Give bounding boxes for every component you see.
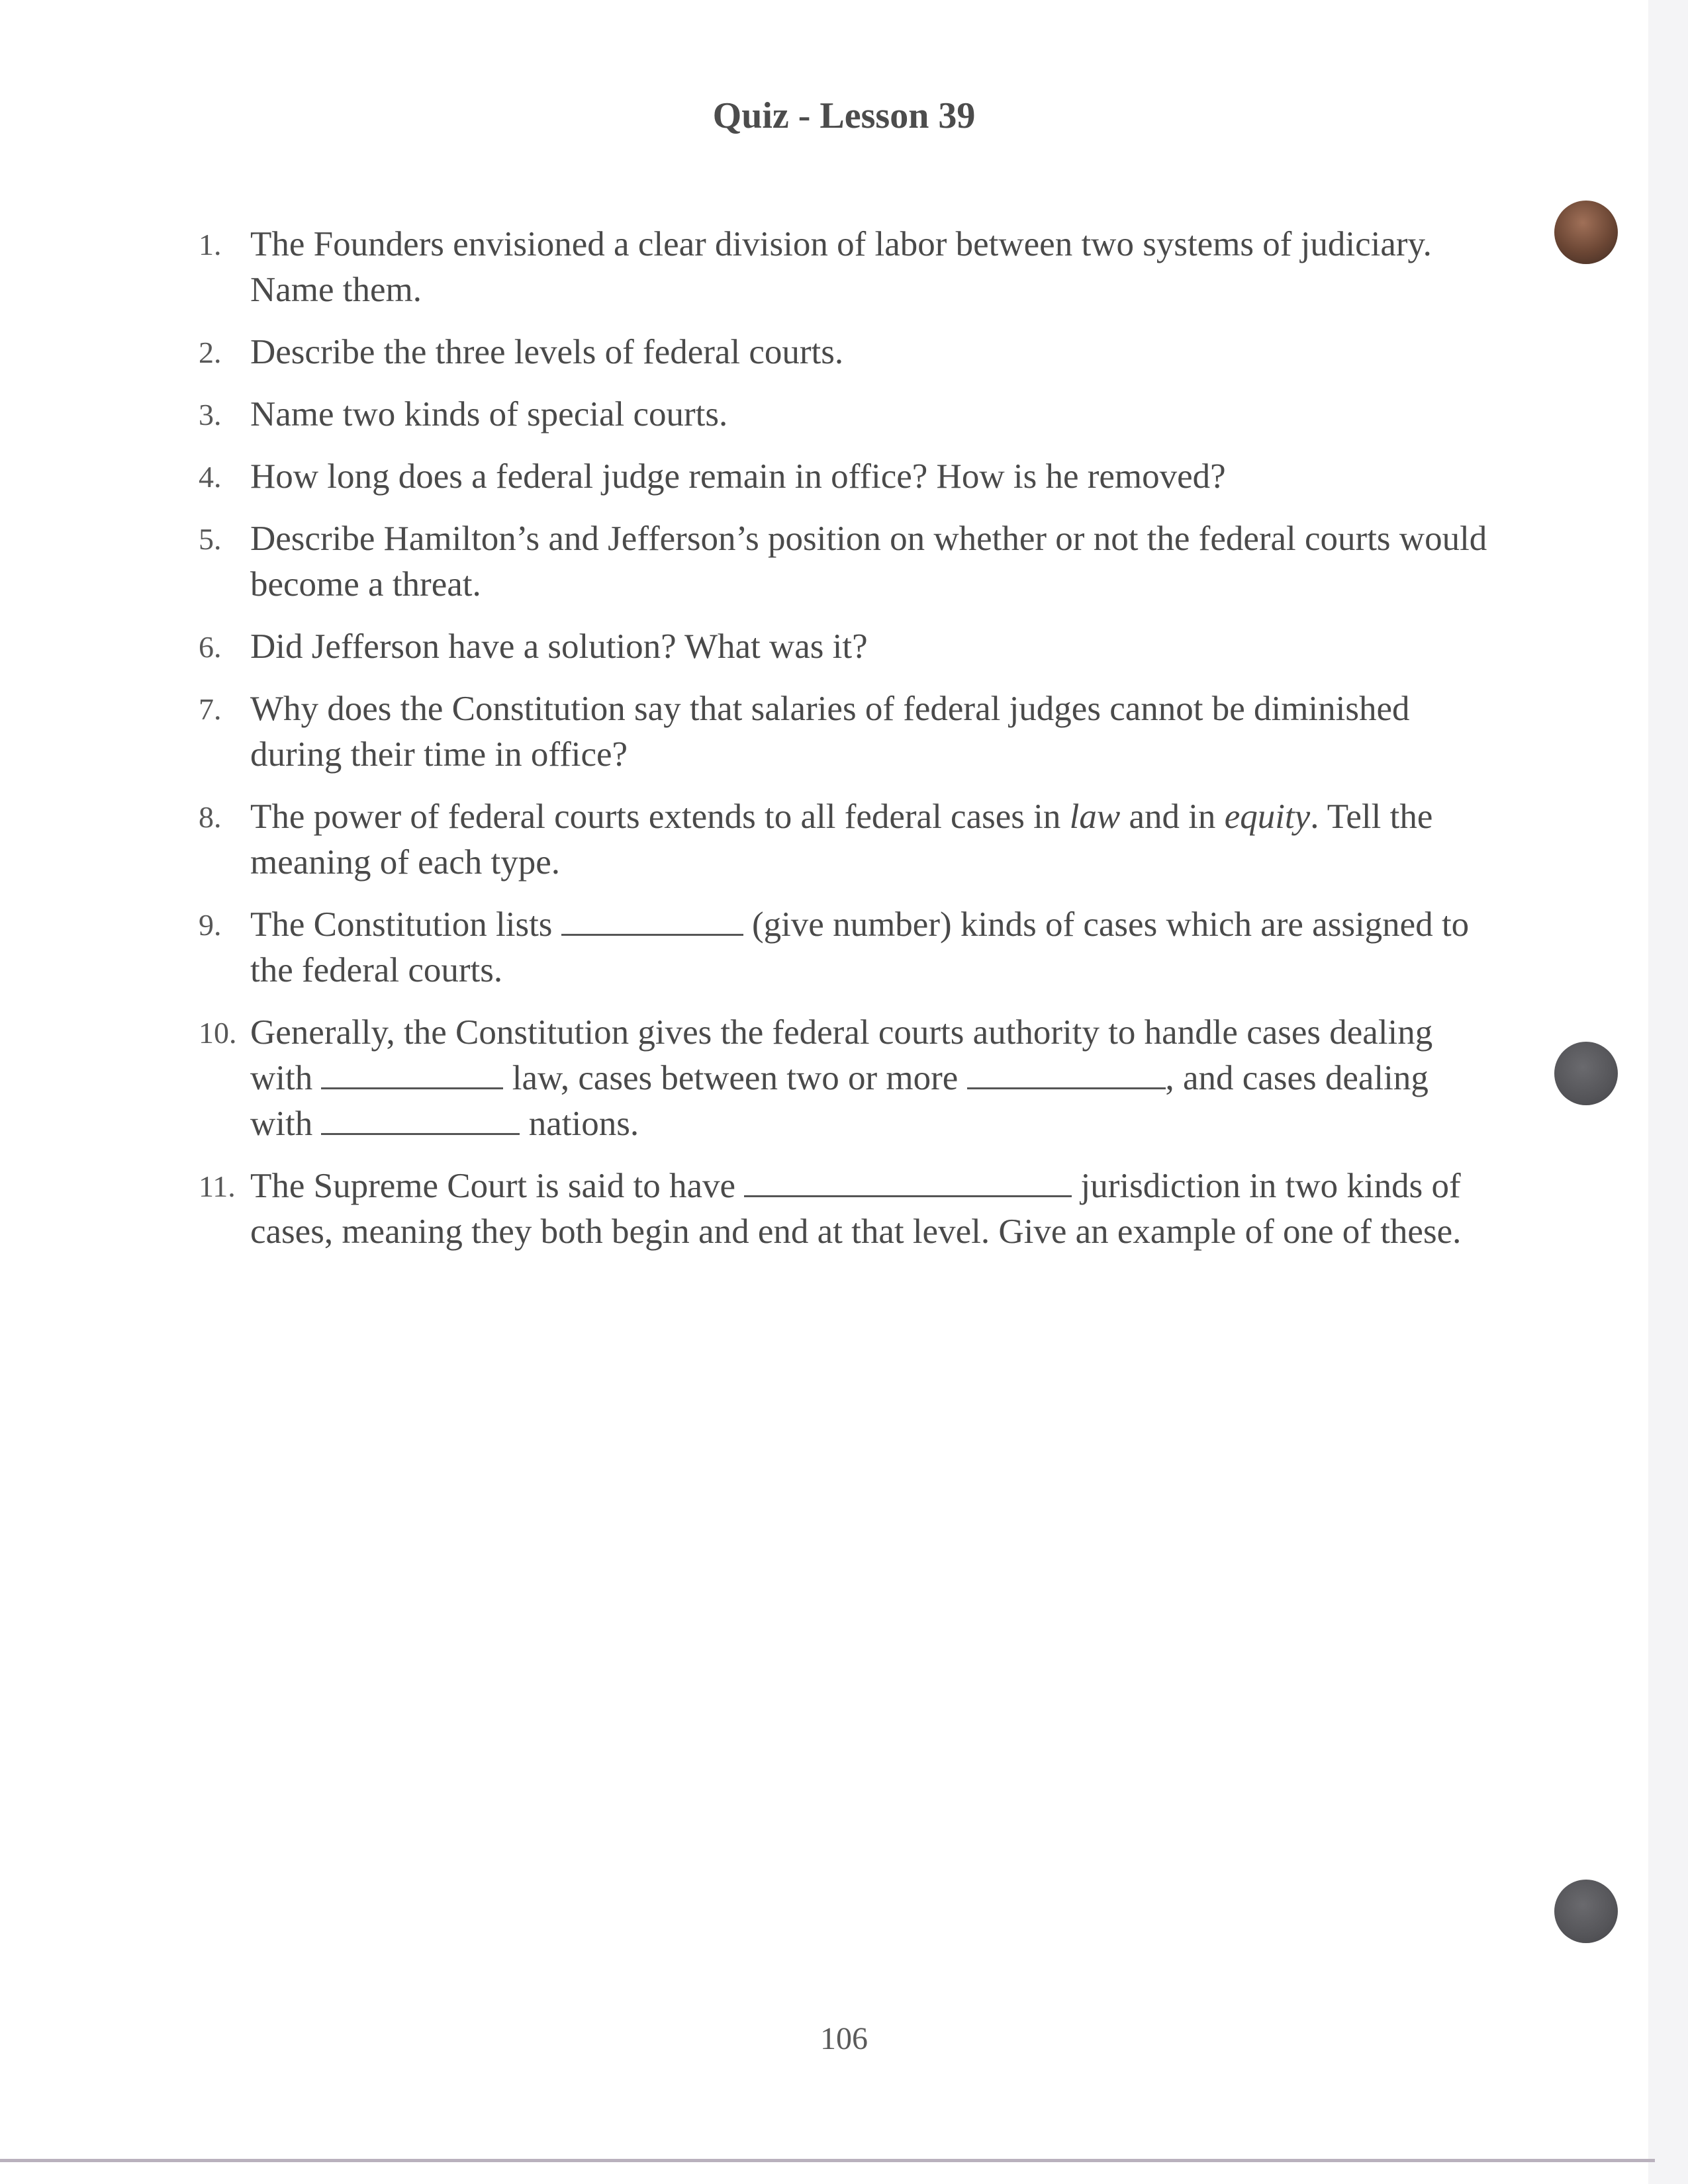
- question-number: 9.: [199, 908, 222, 942]
- question-9: [199, 902, 1489, 993]
- question-number: 11.: [199, 1169, 236, 1203]
- question-4: [199, 454, 1489, 500]
- question-number: 2.: [199, 336, 222, 369]
- question-10: [199, 1010, 1489, 1147]
- question-text: Name two kinds of special courts.: [250, 395, 728, 433]
- question-text-segment: The Supreme Court is said to have: [250, 1167, 745, 1205]
- question-text: Describe the three levels of federal courts.: [250, 333, 844, 371]
- question-7: [199, 686, 1489, 778]
- page-title: Quiz - Lesson 39: [712, 95, 976, 136]
- question-text-segment: (give number) kinds of cases which are assigned to the federal courts.: [250, 905, 1470, 989]
- term-law: law: [1069, 797, 1121, 836]
- page-number: 106: [820, 2021, 868, 2056]
- question-text: Did Jefferson have a solution? What was it?: [250, 627, 868, 666]
- question-text-segment: The power of federal courts extends to all federal cases in: [250, 797, 1070, 836]
- question-text-segment: Generally, the Constitution gives the federal courts authority to handle cases dealing with: [250, 1013, 1433, 1097]
- question-text-segment: The Constitution lists: [250, 905, 561, 944]
- answer-blank: [561, 905, 743, 936]
- question-number: 8.: [199, 800, 222, 834]
- question-text: [250, 902, 1489, 993]
- question-number: 4.: [199, 460, 222, 494]
- answer-blank: [321, 1058, 503, 1089]
- question-text: [250, 1163, 1489, 1255]
- binder-hole-middle: [1554, 1042, 1618, 1105]
- question-text: [250, 794, 1489, 886]
- question-text: Describe Hamilton’s and Jefferson’s position on whether or not the federal courts would become a threat.: [250, 520, 1487, 604]
- question-text-segment: , and cases dealing with: [250, 1059, 1429, 1143]
- question-number: 7.: [199, 692, 222, 726]
- binder-hole-bottom: [1554, 1880, 1618, 1943]
- question-number: 1.: [199, 228, 222, 261]
- question-text: [250, 1010, 1489, 1147]
- scan-edge-shadow: [1648, 0, 1688, 2184]
- page-bottom-edge: [0, 2159, 1655, 2162]
- question-text: Why does the Constitution say that salaries of federal judges cannot be diminished during their time in office?: [250, 690, 1410, 774]
- question-list: [199, 222, 1489, 1271]
- question-6: [199, 624, 1489, 670]
- question-text-segment: jurisdiction in two kinds of cases, meaning they both begin and end at that level. Give an example of one of these.: [250, 1167, 1462, 1251]
- answer-blank: [967, 1058, 1166, 1089]
- question-3: [199, 392, 1489, 437]
- question-8: [199, 794, 1489, 886]
- question-number: 6.: [199, 630, 222, 664]
- question-number: 5.: [199, 522, 222, 556]
- question-text-segment: . Tell the meaning of each type.: [250, 797, 1433, 882]
- question-text: The Founders envisioned a clear division of labor between two systems of judiciary. Name them.: [250, 225, 1432, 309]
- question-2: [199, 330, 1489, 375]
- answer-blank: [744, 1166, 1072, 1197]
- question-5: [199, 516, 1489, 608]
- question-text: How long does a federal judge remain in office? How is he removed?: [250, 457, 1226, 496]
- question-number: 3.: [199, 398, 222, 432]
- term-equity: equity: [1224, 797, 1311, 836]
- question-11: [199, 1163, 1489, 1255]
- question-1: [199, 222, 1489, 313]
- question-number: 10.: [199, 1016, 237, 1050]
- binder-hole-top: [1554, 201, 1618, 264]
- question-text-segment: law, cases between two or more: [503, 1059, 967, 1097]
- question-text-segment: nations.: [520, 1105, 639, 1143]
- question-text-segment: and in: [1120, 797, 1225, 836]
- answer-blank: [321, 1104, 520, 1135]
